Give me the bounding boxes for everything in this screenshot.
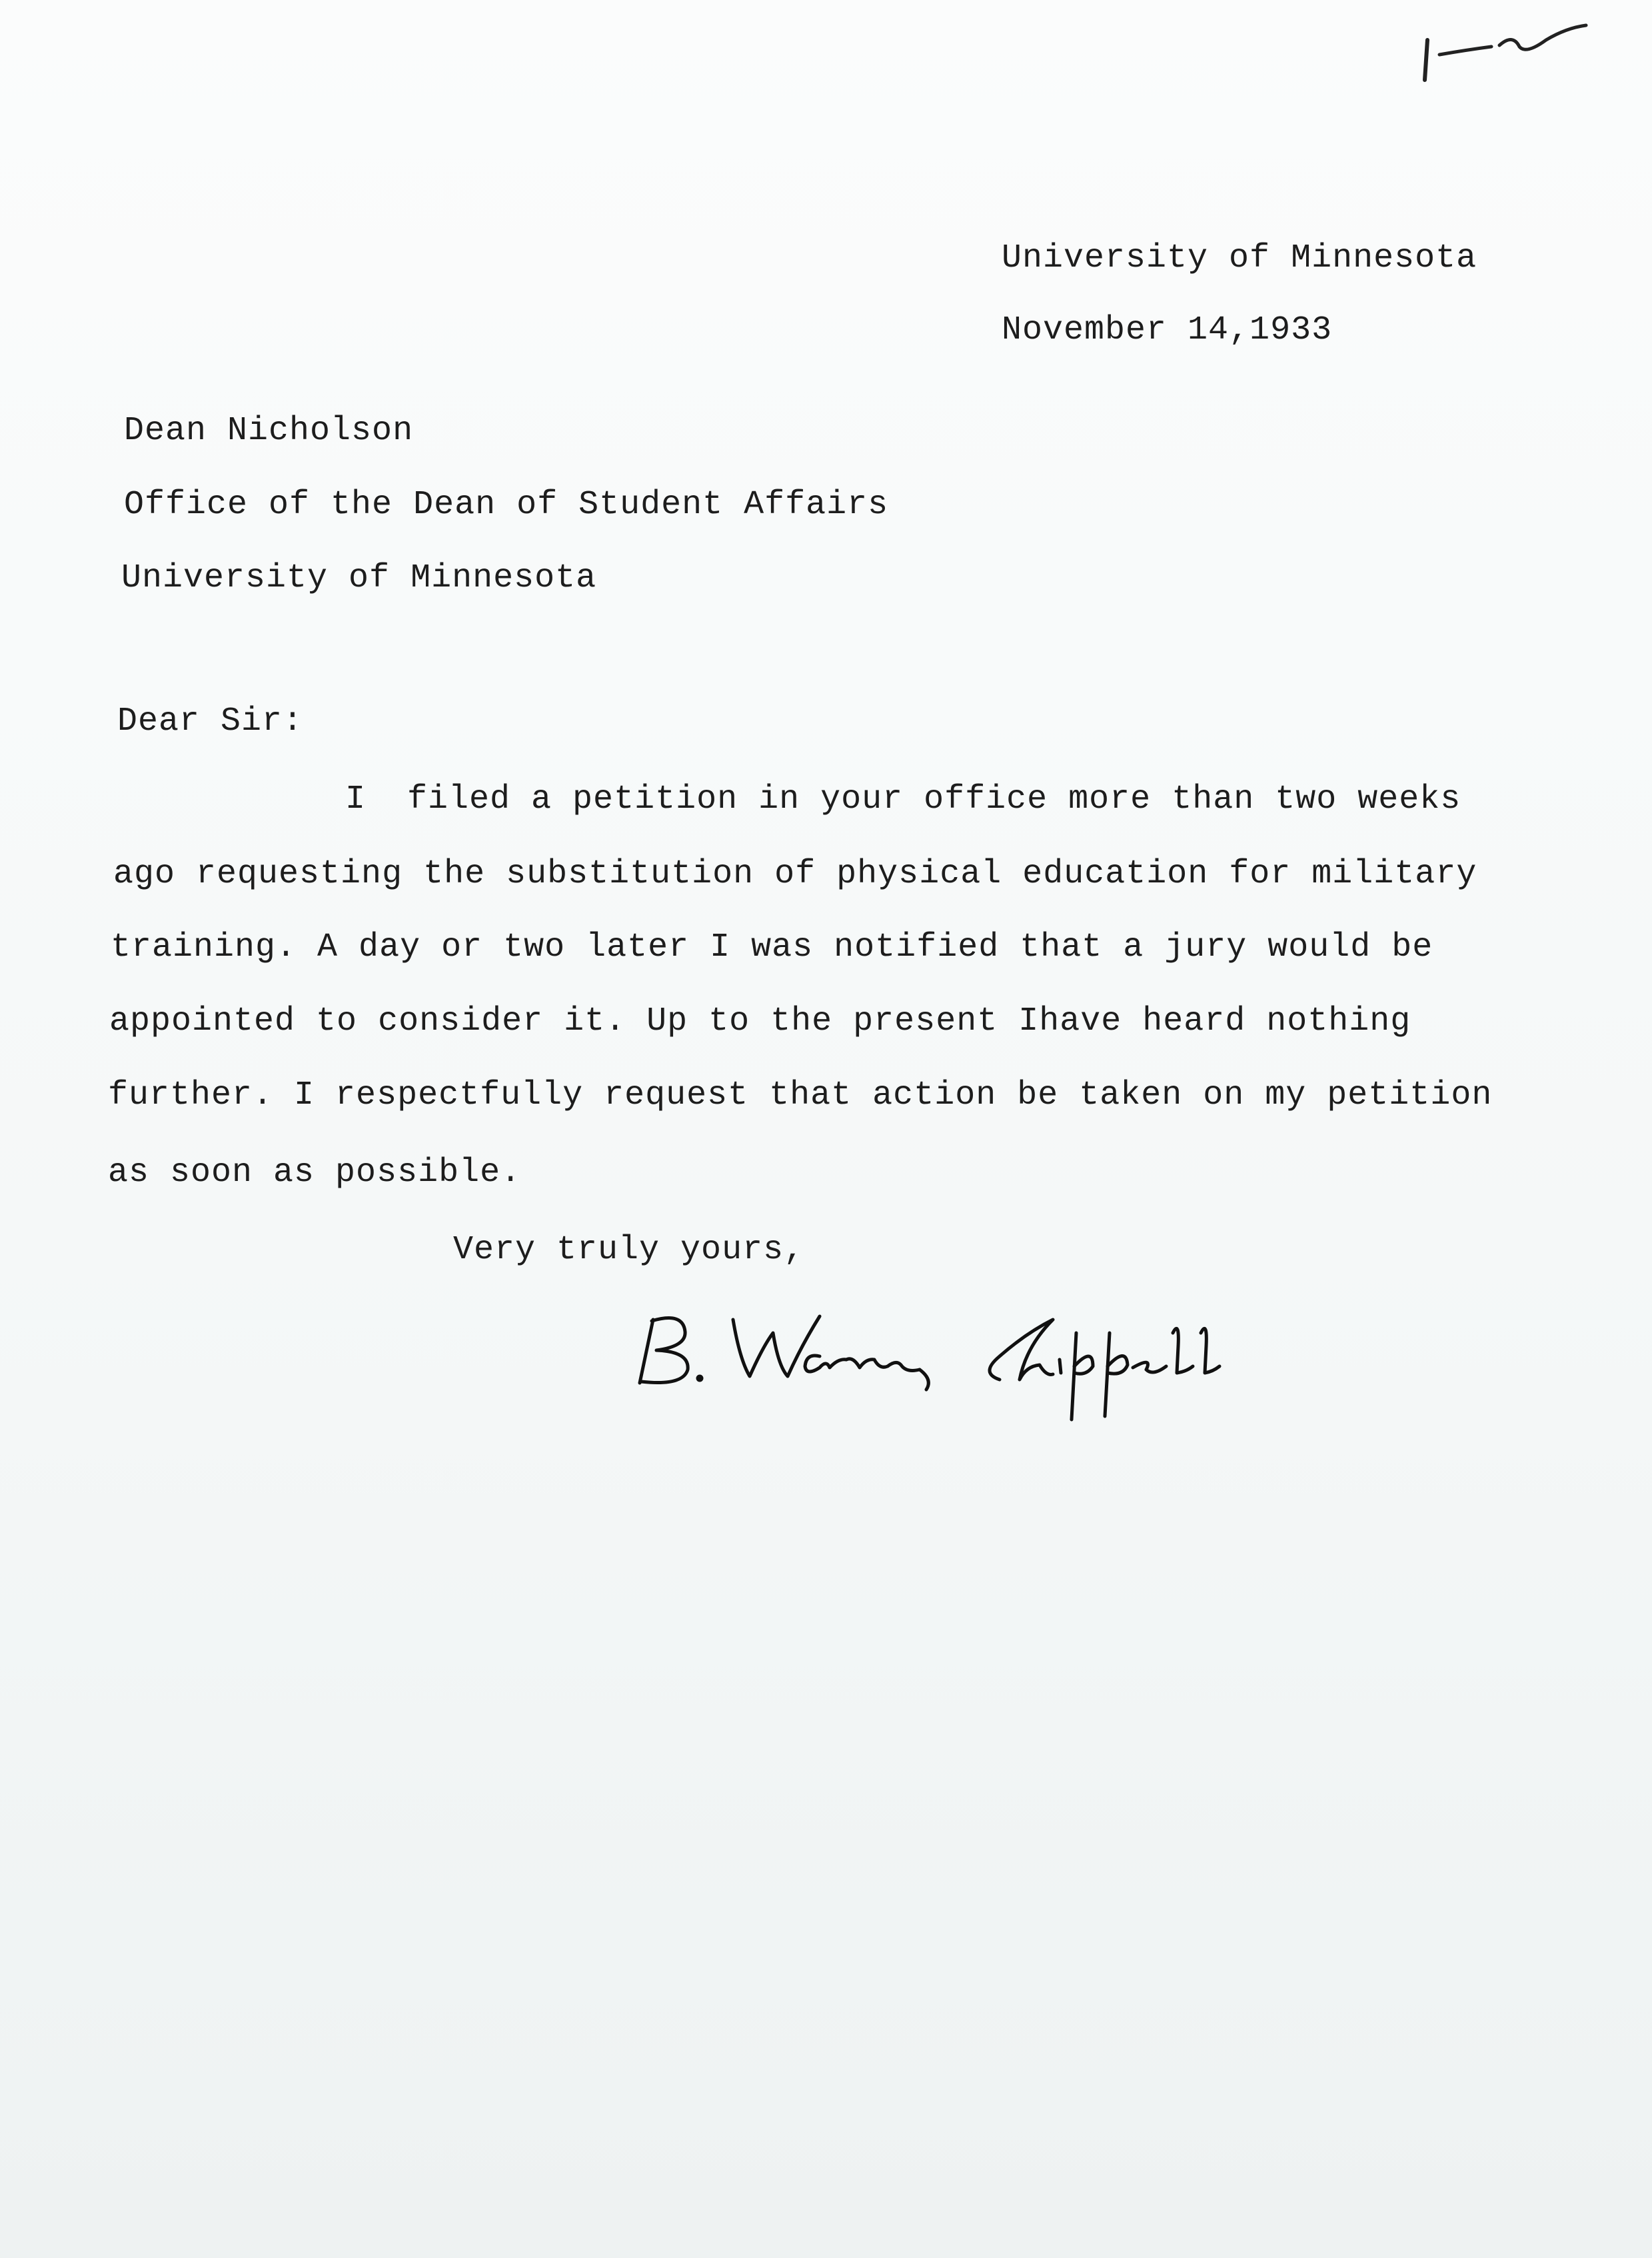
body-line: ago requesting the substitution of physical education for military — [113, 855, 1477, 893]
recipient-name: Dean Nicholson — [124, 412, 414, 450]
body-line: I filed a petition in your office more than two weeks — [345, 780, 1461, 818]
corner-handwritten-mark — [1413, 13, 1599, 87]
recipient-office: Office of the Dean of Student Affairs — [124, 486, 889, 524]
recipient-university: University of Minnesota — [121, 559, 597, 597]
closing: Very truly yours, — [453, 1231, 805, 1269]
body-line: appointed to consider it. Up to the present Ihave heard nothing — [109, 1002, 1411, 1040]
body-line: training. A day or two later I was notified that a jury would be — [111, 928, 1433, 966]
body-line: as soon as possible. — [108, 1154, 522, 1192]
letterhead-institution: University of Minnesota — [1002, 239, 1477, 277]
handwritten-signature — [626, 1293, 1333, 1426]
body-line: further. I respectfully request that action be taken on my petition — [108, 1076, 1493, 1114]
salutation: Dear Sir: — [117, 702, 304, 740]
letter-date: November 14,1933 — [1002, 311, 1333, 349]
